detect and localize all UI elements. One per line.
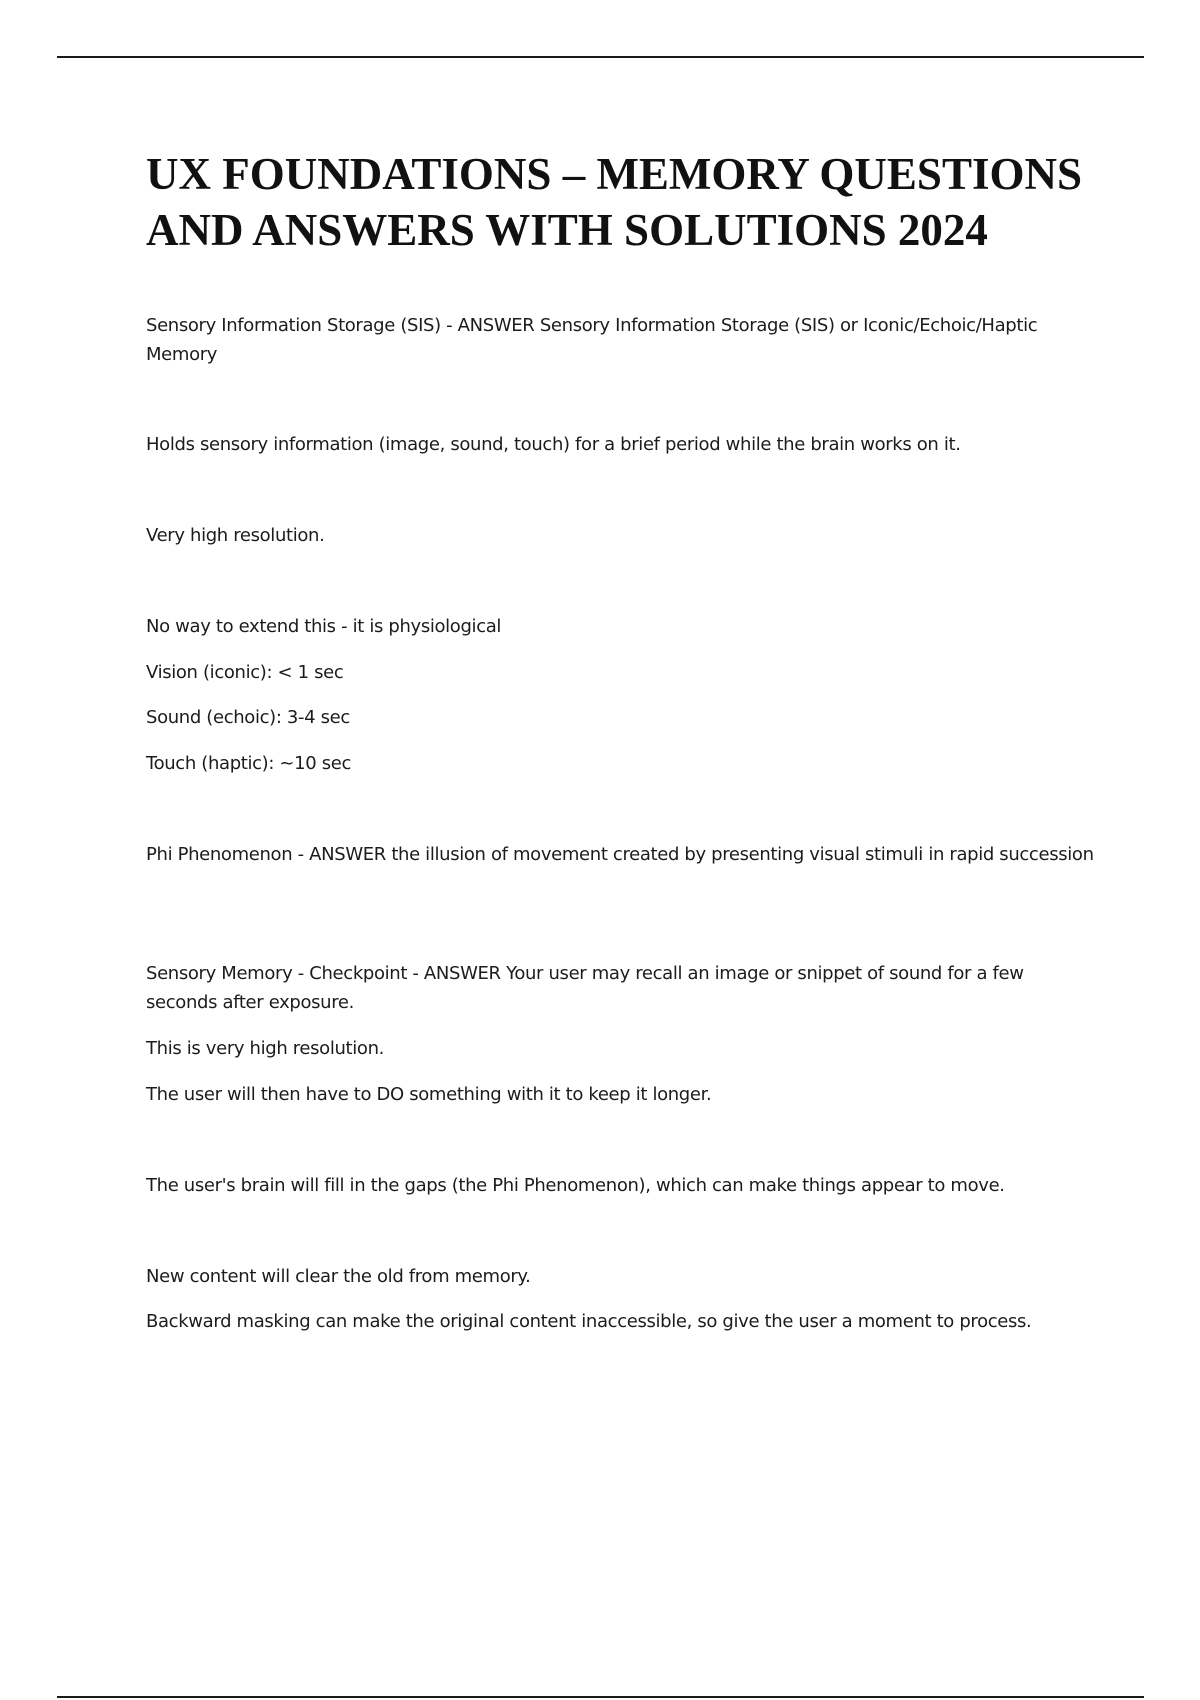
paragraph-sensory-checkpoint: Sensory Memory - Checkpoint - ANSWER Your user may recall an image or snippet of sound for a few seconds after exposure. — [146, 963, 1024, 1013]
paragraph-sis-answer: Sensory Information Storage (SIS) - ANSWER Sensory Information Storage (SIS) or Iconic/Echoic/Haptic Memory — [146, 315, 1038, 365]
bottom-rule — [57, 1696, 1144, 1698]
top-rule — [57, 56, 1144, 58]
paragraph-keep-longer: The user will then have to DO something with it to keep it longer. — [146, 1084, 712, 1105]
paragraph-phi-phenomenon: Phi Phenomenon - ANSWER the illusion of movement created by presenting visual stimuli in rapid succession — [146, 844, 1094, 865]
paragraph-physiological: No way to extend this - it is physiological — [146, 616, 502, 637]
paragraph-fill-gaps: The user's brain will fill in the gaps (the Phi Phenomenon), which can make things appear to move. — [146, 1175, 1005, 1196]
paragraph-touch-haptic: Touch (haptic): ~10 sec — [146, 753, 352, 774]
paragraph-high-resolution: This is very high resolution. — [146, 1038, 385, 1059]
paragraph-backward-masking: Backward masking can make the original content inaccessible, so give the user a moment to process. — [146, 1311, 1032, 1332]
document-title: UX FOUNDATIONS – MEMORY QUESTIONS AND ANSWERS WITH SOLUTIONS 2024 — [146, 149, 1082, 255]
paragraph-new-content: New content will clear the old from memory. — [146, 1266, 531, 1287]
paragraph-vision-iconic: Vision (iconic): < 1 sec — [146, 662, 344, 683]
paragraph-sound-echoic: Sound (echoic): 3-4 sec — [146, 707, 350, 728]
paragraph-resolution: Very high resolution. — [146, 525, 325, 546]
paragraph-sis-description: Holds sensory information (image, sound, touch) for a brief period while the brain works on it. — [146, 434, 961, 455]
